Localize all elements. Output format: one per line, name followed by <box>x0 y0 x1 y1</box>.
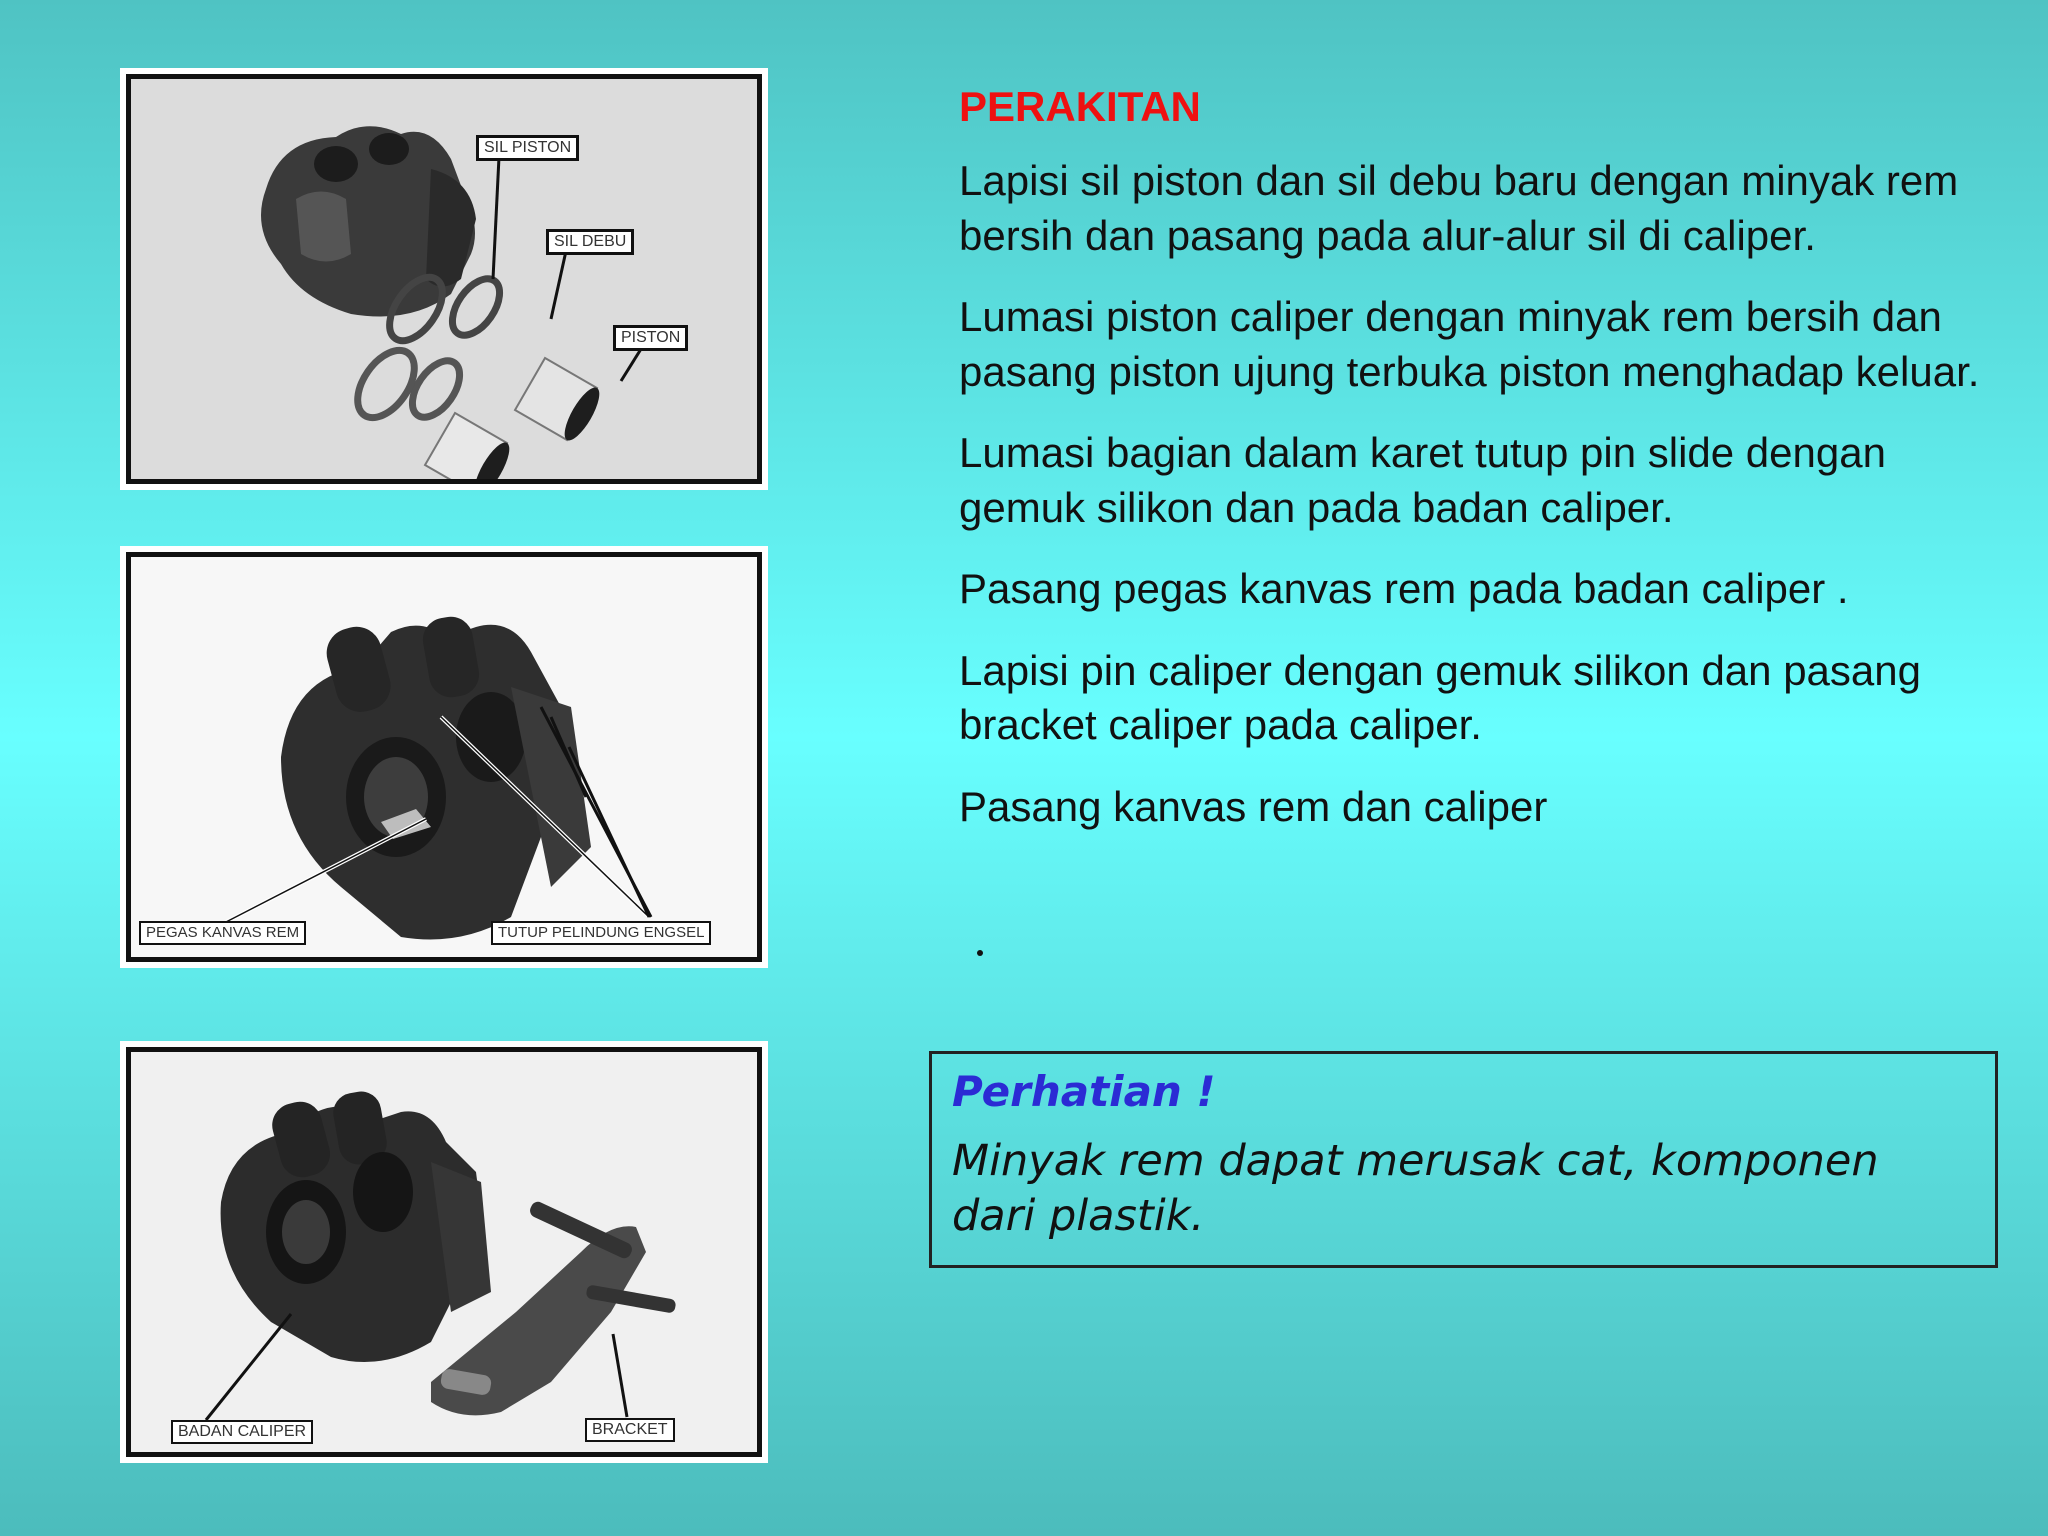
warning-title: Perhatian ! <box>952 1067 1216 1116</box>
assembly-instructions <box>959 80 1989 861</box>
label-sil-piston: SIL PISTON <box>476 135 579 161</box>
figure-frame <box>126 1047 762 1457</box>
label-badan-caliper: BADAN CALIPER <box>171 1420 313 1444</box>
warning-note <box>929 1051 1998 1268</box>
figure-seals-pistons <box>120 68 768 490</box>
figure-frame <box>126 552 762 962</box>
label-bracket: BRACKET <box>585 1418 675 1442</box>
figure-frame <box>126 74 762 484</box>
caliper-bracket-illustration <box>131 1052 757 1452</box>
caliper-body-illustration <box>131 557 757 957</box>
section-heading: PERAKITAN <box>959 83 1201 130</box>
instruction-paragraph: Pasang pegas kanvas rem pada badan caliper . <box>959 565 1849 612</box>
label-piston: PISTON <box>613 325 688 351</box>
instruction-paragraph: Lumasi bagian dalam karet tutup pin slide dengan gemuk silikon dan pada badan caliper. <box>959 429 1886 531</box>
instruction-paragraph: Lapisi pin caliper dengan gemuk silikon dan pasang bracket caliper pada caliper. <box>959 646 1921 748</box>
figure-caliper-bracket <box>120 1041 768 1463</box>
caliper-seals-illustration <box>131 79 757 479</box>
instruction-paragraph: Pasang kanvas rem dan caliper <box>959 782 1548 830</box>
figure-caliper-spring <box>120 546 768 968</box>
warning-text: Minyak rem dapat merusak cat, komponen dari plastik. <box>952 1136 1879 1241</box>
stray-bullet-dot <box>977 950 983 956</box>
label-pegas-kanvas-rem: PEGAS KANVAS REM <box>139 921 306 945</box>
label-sil-debu: SIL DEBU <box>546 229 634 255</box>
label-tutup-pelindung-engsel: TUTUP PELINDUNG ENGSEL <box>491 921 711 945</box>
instruction-paragraph: Lapisi sil piston dan sil debu baru dengan minyak rem bersih dan pasang pada alur-alur sil di caliper. <box>959 157 1959 259</box>
instruction-paragraph: Lumasi piston caliper dengan minyak rem bersih dan pasang piston ujung terbuka piston menghadap keluar. <box>959 293 1980 395</box>
